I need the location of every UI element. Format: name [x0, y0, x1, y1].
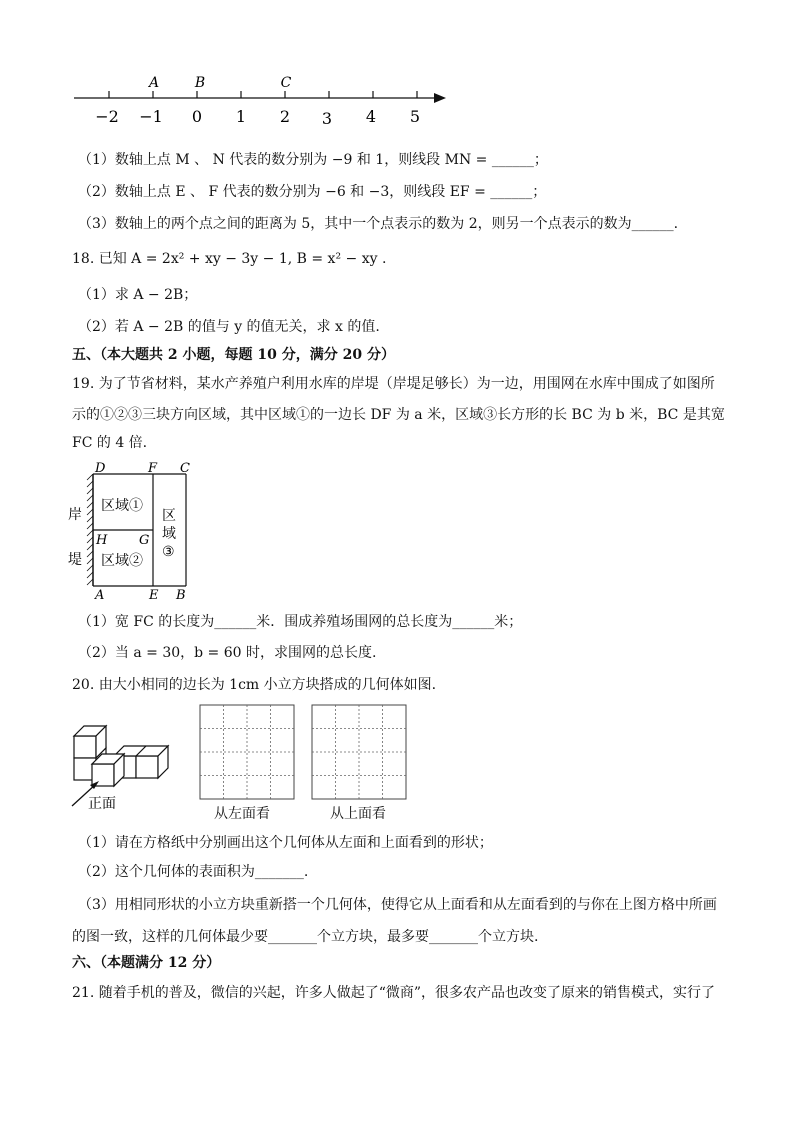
q19-stem-line3: FC 的 4 倍. — [72, 435, 148, 451]
q20-part1: （1）请在方格纸中分别画出这个几何体从左面和上面看到的形状； — [78, 835, 493, 851]
label-e: E — [149, 588, 159, 603]
enclosure-diagram — [68, 458, 198, 603]
point-label-b: B — [194, 75, 206, 91]
left-view-grid[interactable] — [199, 704, 295, 800]
q18-stem: 18. 已知 A = 2x² + xy − 3y − 1, B = x² − xy . — [72, 251, 387, 267]
bank-char-2: 堤 — [68, 552, 82, 568]
tick-label: 5 — [409, 107, 421, 126]
region-3-char: 域 — [162, 526, 176, 542]
tick-label: 4 — [365, 107, 377, 126]
region-2-label: 区域② — [101, 553, 143, 569]
q21-stem-line1: 21. 随着手机的普及，微信的兴起，许多人做起了“微商”，很多农产品也改变了原来的销售模式，实行了 — [72, 985, 716, 1001]
q19-part1: （1）宽 FC 的长度为______米．围成养殖场围网的总长度为______米； — [78, 614, 523, 630]
region-1-label: 区域① — [101, 498, 143, 514]
label-g: G — [139, 533, 150, 548]
label-b: B — [176, 588, 186, 603]
q17-part2: （2）数轴上点 E 、 F 代表的数分别为 −6 和 −3，则线段 EF = ______； — [78, 184, 547, 200]
q19-part2: （2）当 a = 30，b = 60 时，求围网的总长度. — [78, 645, 377, 661]
top-view-label: 从上面看 — [330, 806, 386, 822]
q20-stem: 20. 由大小相同的边长为 1cm 小立方块搭成的几何体如图. — [72, 677, 437, 693]
tick-label: −1 — [139, 107, 163, 126]
tick-label: 1 — [235, 107, 247, 126]
q17-part3: （3）数轴上的两个点之间的距离为 5，其中一个点表示的数为 2，则另一个点表示的数为______. — [78, 216, 679, 232]
q18-part1: （1）求 A − 2B； — [78, 287, 198, 303]
q20-part3-line1: （3）用相同形状的小立方块重新搭一个几何体，使得它从上面看和从左面看到的与你在上图方格中所画 — [78, 897, 717, 913]
q18-part2: （2）若 A − 2B 的值与 y 的值无关，求 x 的值. — [78, 319, 380, 335]
section-5-heading: 五、（本大题共 2 小题，每题 10 分，满分 20 分） — [72, 347, 395, 363]
cube-solid-figure — [66, 712, 176, 818]
top-view-grid[interactable] — [311, 704, 407, 800]
q19-stem-line1: 19. 为了节省材料，某水产养殖户利用水库的岸堤（岸堤足够长）为一边，用围网在水库中围成了如图所 — [72, 376, 715, 392]
tick-label: −2 — [95, 107, 119, 126]
bank-char-1: 岸 — [68, 507, 82, 523]
point-label-a: A — [148, 75, 160, 91]
number-line-figure — [60, 68, 460, 130]
q20-part3-line2: 的图一致，这样的几何体最少要_______个立方块，最多要_______个立方块. — [72, 929, 539, 945]
region-3-char: 区 — [162, 508, 176, 524]
left-view-label: 从左面看 — [214, 806, 270, 822]
front-label: 正面 — [88, 796, 116, 812]
q20-part2: （2）这个几何体的表面积为_______. — [78, 864, 309, 880]
label-h: H — [96, 533, 108, 548]
q19-stem-line2: 示的①②③三块方向区域，其中区域①的一边长 DF 为 a 米，区域③长方形的长 BC 为 b 米，BC 是其宽 — [72, 407, 725, 423]
q17-part1: （1）数轴上点 M 、 N 代表的数分别为 −9 和 1，则线段 MN = ______； — [78, 152, 548, 168]
tick-label: 2 — [279, 107, 291, 126]
tick-label: 3 — [321, 109, 333, 128]
section-6-heading: 六、（本题满分 12 分） — [72, 955, 221, 971]
label-a: A — [95, 588, 105, 603]
number-line-arrow — [434, 93, 446, 103]
label-d: D — [95, 461, 106, 476]
region-3-char: ③ — [162, 544, 175, 560]
label-c: C — [180, 461, 190, 476]
tick-label: 0 — [191, 107, 203, 126]
point-label-c: C — [280, 75, 292, 91]
label-f: F — [148, 461, 158, 476]
